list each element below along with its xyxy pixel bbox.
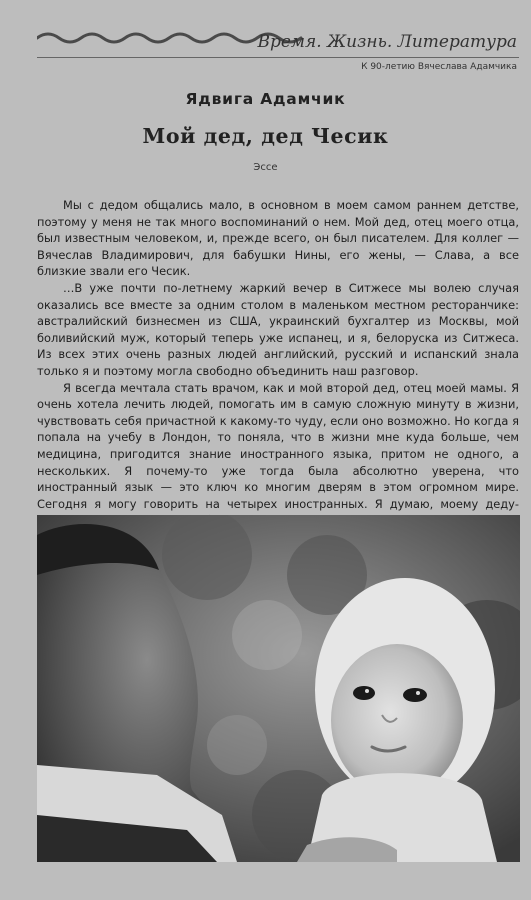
grandfather-with-infant-photo: [37, 515, 520, 862]
article-body: [37, 197, 519, 529]
article-title: Мой дед, дед Чесик: [142, 124, 389, 148]
running-title: Время. Жизнь. Литература: [257, 32, 517, 52]
paragraph: Мы с дедом общались мало, в основном в моем самом раннем детстве, поэтому у меня не так много воспоминаний о нем. Мой дед, отец моего отца, был известным человеком, и, прежде всего, он был писателем. Для коллег — Вячеслав Владимирович, для бабушки Нины, его жены, — Слава, а все близкие звали его Чесик.: [37, 198, 519, 279]
article-genre: Эссе: [253, 162, 278, 173]
paragraph: …В уже почти по-летнему жаркий вечер в Ситжесе мы волею случая оказались все вместе за одним столом в маленьком местном ресторанчике: австралийский бизнесмен из США, украинский бухгалтер из Москвы, мой боливийский муж, который теперь уже испанец, и я, белоруска из Ситжеса. Из всех этих очень разных людей английский, русский и испанский знала только я и поэтому могла свободно объединить наш разговор.: [37, 280, 519, 378]
anniversary-note: К 90-летию Вячеслава Адамчика: [361, 62, 517, 72]
paragraph: Я всегда мечтала стать врачом, как и мой второй дед, отец моей мамы. Я очень хотела лечить людей, помогать им в самую сложную минуту в жизни, чувствовать себя причастной к какому-то чуду, если оно возможно. Но когда я попала на учебу в Лондон, то поняла, что в жизни мне куда больше, чем медицина, пригодится знание иностранного языка, притом не одного, а нескольких. Я почему-то уже тогда была абсолютно уверена, что иностранный язык — это ключ ко многим дверям в этом огромном мире. Сегодня я могу говорить на четырех иностранных. Я думаю, моему деду-: [37, 380, 519, 511]
article-author: Ядвига Адамчик: [185, 90, 346, 108]
header-rule: [37, 57, 519, 58]
